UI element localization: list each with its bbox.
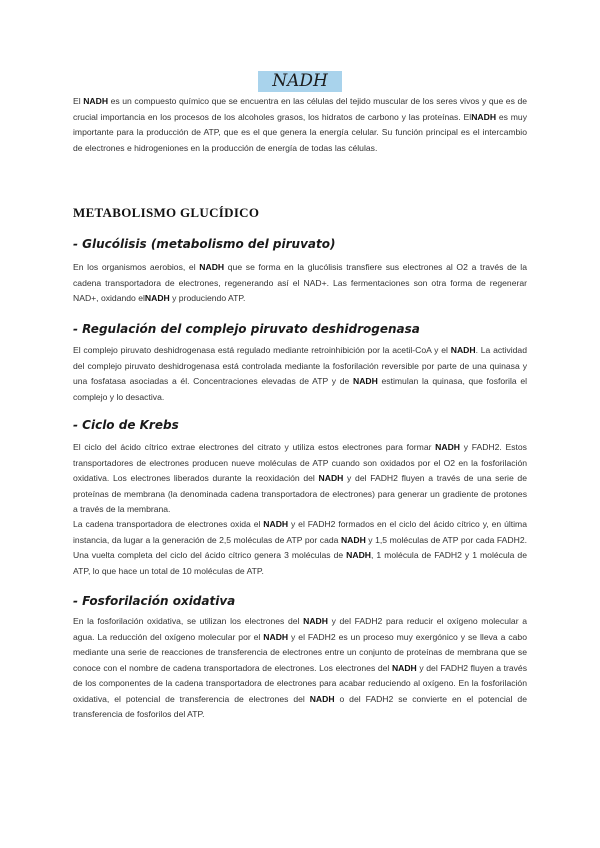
krebs-paragraph-1 [73, 440, 527, 518]
section-heading: METABOLISMO GLUCÍDICO [73, 205, 260, 220]
page-title: NADH [258, 71, 342, 92]
bold-term: NADH [263, 519, 289, 529]
fosforilacion-paragraph [73, 614, 527, 723]
text-run: es muy importante para la producción de ATP, que es el que genera la energía celular. Su función principal es el intercambio de electrones e hidrogeniones en la producción de energía de todas las células. [73, 111, 527, 153]
text-run: En los organismos aerobios, el [73, 262, 200, 272]
intro-paragraph [73, 94, 527, 156]
text-run: El [73, 96, 84, 106]
text-run: y 1,5 moléculas de ATP por cada FADH2. Una vuelta completa del ciclo del ácido cítrico genera 3 moléculas de [73, 534, 527, 560]
text-run: y produciendo ATP. [169, 293, 246, 303]
text-run: y del FADH2 fluyen a través de una serie de proteínas de membrana (la denominada cadena transportadora de electrones) para generar un gradiente de protones a través de la membrana. [73, 473, 527, 514]
bold-term: NADH [199, 262, 225, 272]
bold-term: NADH [83, 96, 109, 106]
text-run: , 1 molécula de FADH2 y 1 molécula de ATP, lo que hace un total de 10 moléculas de ATP. [73, 550, 527, 576]
text-run: y del FADH2 fluyen a través de los componentes de la cadena transportadora de electrones para acabar reduciendo al oxígeno. En la fosforilación oxidativa, el potencial de transferencia de electrones del [73, 662, 528, 704]
fosforilacion-heading: - Fosforilación oxidativa [73, 594, 236, 608]
piruvato-paragraph [73, 343, 527, 405]
piruvato-heading: - Regulación del complejo piruvato deshidrogenasa [73, 322, 420, 336]
bold-term: NADH [340, 534, 366, 545]
text-run: y el FADH2 es un proceso muy exergónico y se lleva a cabo mediante una serie de reacciones de transferencia de electrones entre un conjunto de proteínas de membrana que se conoce con el nombre de cadena transportadora de electrones. Los electrones del [73, 631, 527, 673]
text-run: que se forma en la glucólisis transfiere sus electrones al O2 a través de la cadena transportadora de electrones, regenerando así el NAD+. Las fermentaciones son otra forma de regenerar NAD+, oxidando el [73, 262, 527, 303]
bold-term: NADH [144, 293, 170, 303]
bold-term: NADH [450, 345, 476, 355]
glucolisis-heading: - Glucólisis (metabolismo del piruvato) [73, 237, 336, 251]
text-run: En la fosforilación oxidativa, se utilizan los electrones del [73, 616, 304, 626]
text-run: es un compuesto químico que se encuentra en las células del tejido muscular de los seres vivos y que es de crucial importancia en los procesos de los alcoholes grasos, los hidratos de carbono y las proteínas. El [73, 96, 527, 122]
text-run: o del FADH2 se convierte en el potencial de transferencia de fosforilos del ATP. [73, 693, 527, 719]
text-run: La cadena transportadora de electrones oxida el [73, 519, 264, 529]
bold-term: NADH [318, 473, 344, 483]
bold-term: NADH [353, 376, 378, 386]
text-run: y del FADH2 para reducir el oxígeno molecular a agua. La reducción del oxígeno molecular por el [73, 616, 527, 642]
krebs-heading: - Ciclo de Krebs [73, 418, 179, 432]
krebs-paragraph-2 [73, 517, 527, 579]
bold-term: NADH [346, 550, 371, 560]
bold-term: NADH [471, 111, 497, 122]
bold-term: NADH [309, 693, 335, 704]
text-run: y el FADH2 formados en el ciclo del ácido cítrico y, en última instancia, da lugar a la generación de 2,5 moléculas de ATP por cada [73, 519, 527, 545]
text-run: y FADH2. Estos transportadores de electrones producen nueve moléculas de ATP cuando son oxidados por el O2 en la fosforilación oxidativa. Los electrones liberados durante la reoxidación del [73, 442, 527, 483]
text-run: El ciclo del ácido cítrico extrae electrones del citrato y utiliza estos electrones para formar [73, 442, 436, 452]
bold-term: NADH [391, 662, 417, 673]
glucolisis-paragraph [73, 260, 527, 307]
bold-term: NADH [263, 631, 289, 642]
bold-term: NADH [303, 616, 328, 626]
bold-term: NADH [435, 442, 460, 452]
text-run: . La actividad del complejo piruvato deshidrogenasa está controlada mediante la fosforilación reversible por parte de una quinasa y una fosfatasa asociadas a él. Concentraciones elevadas de ATP y de [73, 345, 527, 386]
text-run: estimulan la quinasa, que fosforila el complejo y lo desactiva. [73, 376, 528, 402]
text-run: El complejo piruvato deshidrogenasa está regulado mediante retroinhibición por la acetil-CoA y el [73, 345, 451, 355]
title-container [0, 71, 600, 92]
